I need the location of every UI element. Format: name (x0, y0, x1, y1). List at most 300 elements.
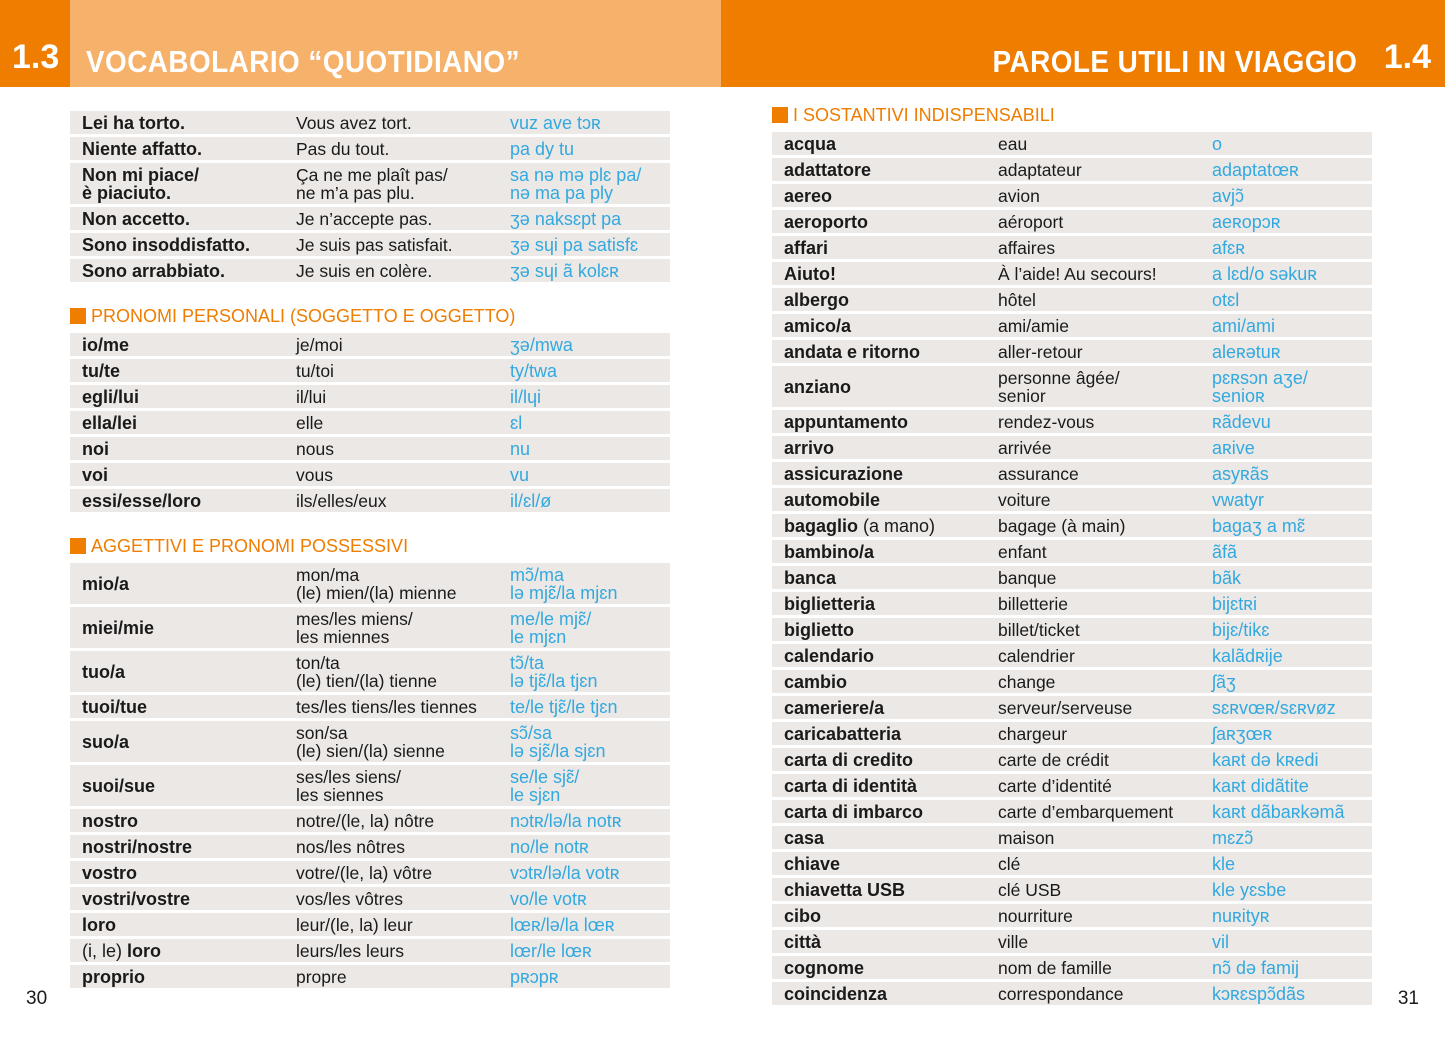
italian-term (70, 114, 296, 132)
left-page-column (70, 111, 670, 991)
italian-term-text: vostro (82, 863, 138, 883)
table-row (772, 436, 1372, 459)
section-title-right: PAROLE UTILI IN VIAGGIO (992, 44, 1357, 79)
italian-term-text: Sono arrabbiato. (82, 261, 226, 281)
french-translation: personne âgée/ senior (998, 368, 1120, 406)
french-translation: mon/ma (le) mien/(la) mienne (296, 565, 457, 603)
table-row (70, 607, 670, 648)
phonetic-transcription: te/le tjɛ̃/le tjɛn (510, 697, 618, 717)
italian-term (70, 619, 296, 637)
italian-term-text: automobile (784, 490, 881, 510)
phonetic-transcription: ʒə naksɛpt pa (510, 209, 622, 229)
italian-term-text: cibo (784, 906, 822, 926)
phonetic-transcription: nɔtʀ/lə/la notʀ (510, 811, 622, 831)
phonetic-transcription: bagaʒ a mɛ̃ (1212, 516, 1306, 536)
table-row (772, 566, 1372, 589)
french-translation: propre (296, 967, 347, 987)
nouns-table (772, 132, 1372, 1005)
phonetic-transcription: nu (510, 439, 531, 459)
phonetic-transcription: vuz ave tɔʀ (510, 113, 601, 133)
italian-term (772, 317, 998, 335)
italian-term-prefix: (i, le) (82, 941, 127, 961)
table-row (772, 366, 1372, 407)
table-row (70, 437, 670, 460)
italian-term-text: acqua (784, 134, 837, 154)
french-translation: clé (998, 854, 1021, 874)
intro-phrases-table (70, 111, 670, 282)
table-row (772, 748, 1372, 771)
italian-term (772, 517, 998, 535)
italian-term (772, 907, 998, 925)
italian-term-text: chiavetta USB (784, 880, 906, 900)
italian-term-text: Aiuto! (784, 264, 836, 284)
french-translation: nos/les nôtres (296, 837, 405, 857)
phonetic-transcription: kaʀt didãtite (1212, 776, 1309, 796)
italian-term (772, 439, 998, 457)
phonetic-transcription: lœr/le lœʀ (510, 941, 592, 961)
french-translation: vos/les vôtres (296, 889, 403, 909)
right-page-column (772, 104, 1372, 1008)
italian-term-text: casa (784, 828, 825, 848)
table-row (772, 696, 1372, 719)
table-row (772, 982, 1372, 1005)
possessives-table (70, 563, 670, 988)
italian-term-text: ella/lei (82, 413, 138, 433)
french-translation: ton/ta (le) tien/(la) tienne (296, 653, 438, 691)
table-row (772, 956, 1372, 979)
french-translation: clé USB (998, 880, 1062, 900)
italian-term-text: biglietto (784, 620, 854, 640)
table-row (772, 184, 1372, 207)
french-translation: Je suis pas satisfait. (296, 235, 453, 255)
italian-term-text: egli/lui (82, 387, 140, 407)
table-row (70, 651, 670, 692)
french-translation: il/lui (296, 387, 327, 407)
table-row (772, 618, 1372, 641)
italian-term (772, 465, 998, 483)
italian-term (772, 291, 998, 309)
italian-term-text: amico/a (784, 316, 852, 336)
phonetic-transcription: bijɛ/tikɛ (1212, 620, 1270, 640)
italian-term (70, 362, 296, 380)
phonetic-transcription: kle yɛsbe (1212, 880, 1287, 900)
phonetic-transcription: ʀãdevu (1212, 412, 1271, 432)
italian-term-text: loro (127, 941, 161, 961)
italian-term-text: Non accetto. (82, 209, 191, 229)
italian-term (70, 864, 296, 882)
phonetic-transcription: ami/ami (1212, 316, 1276, 336)
italian-term (70, 388, 296, 406)
italian-term-text: albergo (784, 290, 850, 310)
table-row (70, 939, 670, 962)
phonetic-transcription: pɛʀsɔn aʒe/ senioʀ (1212, 368, 1308, 406)
italian-term-text: città (784, 932, 822, 952)
phonetic-transcription: adaptatœʀ (1212, 160, 1299, 180)
french-translation: ami/amie (998, 316, 1069, 336)
french-translation: tu/toi (296, 361, 334, 381)
phonetic-transcription: kaʀt dãbaʀkəmã (1212, 802, 1345, 822)
italian-term-text: bagaglio (784, 516, 859, 536)
italian-term (772, 933, 998, 951)
french-translation: billetterie (998, 594, 1069, 614)
french-translation: voiture (998, 490, 1051, 510)
phonetic-transcription: kɔʀɛspɔ̃dãs (1212, 984, 1306, 1004)
italian-term (70, 916, 296, 934)
phonetic-transcription: pʀɔpʀ (510, 967, 559, 987)
phonetic-transcription: kle (1212, 854, 1236, 874)
italian-term (70, 466, 296, 484)
phonetic-transcription: ʃãʒ (1212, 672, 1236, 692)
table-row (772, 826, 1372, 849)
italian-term (772, 543, 998, 561)
phonetic-transcription: sɔ̃/sa lə sjɛ̃/la sjɛn (510, 723, 606, 761)
french-translation: adaptateur (998, 160, 1082, 180)
phonetic-transcription: vɔtʀ/lə/la votʀ (510, 863, 620, 883)
table-row (772, 904, 1372, 927)
french-translation: calendrier (998, 646, 1075, 666)
italian-term-text: coincidenza (784, 984, 888, 1004)
phonetic-transcription: sɛʀvœʀ/sɛʀvøz (1212, 698, 1336, 718)
phonetic-transcription: afɛʀ (1212, 238, 1246, 258)
nouns-section-heading (772, 104, 1372, 126)
phonetic-transcription: ʒə sɥi ã kolɛʀ (510, 261, 619, 281)
phonetic-transcription: vwatyr (1212, 490, 1265, 510)
table-row (772, 462, 1372, 485)
table-row (772, 852, 1372, 875)
table-row (70, 695, 670, 718)
italian-term-text: biglietteria (784, 594, 876, 614)
italian-term-text: tu/te (82, 361, 120, 381)
nouns-section-title: I SOSTANTIVI INDISPENSABILI (793, 104, 1055, 125)
italian-term (70, 812, 296, 830)
italian-term-text: aereo (784, 186, 833, 206)
french-translation: enfant (998, 542, 1047, 562)
phonetic-transcription: aeʀopɔʀ (1212, 212, 1281, 232)
section-bullet-icon (70, 308, 86, 324)
french-translation: billet/ticket (998, 620, 1080, 640)
table-row (772, 644, 1372, 667)
italian-term (772, 621, 998, 639)
italian-term-text: suo/a (82, 732, 130, 752)
table-row (772, 722, 1372, 745)
italian-term-text: mio/a (82, 574, 130, 594)
italian-term (772, 378, 998, 396)
italian-term (772, 777, 998, 795)
french-translation: À l’aide! Au secours! (998, 264, 1157, 284)
table-row (772, 158, 1372, 181)
french-translation: Je suis en colère. (296, 261, 433, 281)
french-translation: ville (998, 932, 1029, 952)
italian-term-text: anziano (784, 377, 852, 397)
italian-term (772, 161, 998, 179)
french-translation: je/moi (296, 335, 343, 355)
italian-term (772, 699, 998, 717)
phonetic-transcription: ʒə sɥi pa satisfɛ (510, 235, 639, 255)
possessives-section-heading (70, 535, 670, 557)
italian-term (70, 942, 296, 960)
phonetic-transcription: mɛzɔ̃ (1212, 828, 1254, 848)
french-translation: banque (998, 568, 1057, 588)
italian-term-text: Niente affatto. (82, 139, 203, 159)
phonetic-transcription: o (1212, 134, 1223, 154)
table-row (70, 913, 670, 936)
table-row (70, 835, 670, 858)
italian-term (70, 968, 296, 986)
italian-term (772, 265, 998, 283)
french-translation: leurs/les leurs (296, 941, 404, 961)
french-translation: Pas du tout. (296, 139, 390, 159)
table-row (772, 670, 1372, 693)
italian-term (772, 187, 998, 205)
pronouns-section-title: PRONOMI PERSONALI (SOGGETTO E OGGETTO) (91, 305, 516, 326)
french-translation: nourriture (998, 906, 1073, 926)
french-translation: ils/elles/eux (296, 491, 387, 511)
table-row (70, 721, 670, 762)
italian-term (772, 881, 998, 899)
phonetic-transcription: otɛl (1212, 290, 1240, 310)
french-translation: serveur/serveuse (998, 698, 1133, 718)
italian-term-text: aeroporto (784, 212, 869, 232)
french-translation: arrivée (998, 438, 1052, 458)
phonetic-transcription: a lɛd/o səkuʀ (1212, 264, 1318, 284)
italian-term-text: appuntamento (784, 412, 908, 432)
phonetic-transcription: aʀive (1212, 438, 1255, 458)
phonetic-transcription: vu (510, 465, 530, 485)
italian-term (772, 569, 998, 587)
french-translation: hôtel (998, 290, 1036, 310)
italian-term-text: carta di imbarco (784, 802, 924, 822)
phonetic-transcription: sa nə mə plɛ pa/ nə ma pa ply (510, 165, 642, 203)
italian-term (70, 210, 296, 228)
italian-term-text: nostro (82, 811, 138, 831)
italian-term-text: tuoi/tue (82, 697, 147, 717)
italian-term (70, 777, 296, 795)
table-row (772, 488, 1372, 511)
phonetic-transcription: me/le mjɛ̃/ le mjɛn (510, 609, 592, 647)
italian-term-text: cognome (784, 958, 865, 978)
italian-term (772, 855, 998, 873)
section-title-left: VOCABOLARIO “QUOTIDIANO” (86, 44, 520, 79)
french-translation: votre/(le, la) vôtre (296, 863, 433, 883)
table-row (772, 592, 1372, 615)
italian-term (772, 829, 998, 847)
possessives-section-title: AGGETTIVI E PRONOMI POSSESSIVI (91, 535, 409, 556)
table-row (70, 965, 670, 988)
phonetic-transcription: il/lɥi (510, 387, 542, 407)
phonetic-transcription: kaʀt də kʀedi (1212, 750, 1319, 770)
italian-term-text: adattatore (784, 160, 872, 180)
page-number-right: 31 (1397, 988, 1419, 1009)
italian-term-text: assicurazione (784, 464, 904, 484)
italian-term-text: loro (82, 915, 116, 935)
french-translation: notre/(le, la) nôtre (296, 811, 435, 831)
table-row (70, 463, 670, 486)
french-translation: maison (998, 828, 1055, 848)
french-translation: vous (296, 465, 333, 485)
italian-term (70, 492, 296, 510)
phonetic-transcription: ʒə/mwa (510, 335, 573, 355)
phonetic-transcription: lœʀ/lə/la lœʀ (510, 915, 615, 935)
italian-term-suffix: (a mano) (858, 516, 936, 536)
french-translation: rendez-vous (998, 412, 1095, 432)
french-translation: leur/(le, la) leur (296, 915, 413, 935)
phonetic-transcription: kalãdʀije (1212, 646, 1283, 666)
italian-term-text: carta di identità (784, 776, 918, 796)
phonetic-transcription: mɔ̃/ma lə mjɛ̃/la mjɛn (510, 565, 618, 603)
phonetic-transcription: ʃaʀʒœʀ (1212, 724, 1273, 744)
table-row (70, 765, 670, 806)
italian-term-text: affari (784, 238, 829, 258)
french-translation: eau (998, 134, 1028, 154)
italian-term-text: andata e ritorno (784, 342, 921, 362)
italian-term-text: suoi/sue (82, 776, 156, 796)
pronouns-table (70, 333, 670, 512)
phonetic-transcription: se/le sjɛ̃/ le sjɛn (510, 767, 580, 805)
italian-term-text: cameriere/a (784, 698, 885, 718)
italian-term-text: proprio (82, 967, 145, 987)
italian-term-text: miei/mie (82, 618, 155, 638)
table-row (772, 774, 1372, 797)
italian-term-text: arrivo (784, 438, 835, 458)
table-row (772, 930, 1372, 953)
french-translation: affaires (998, 238, 1056, 258)
italian-term-text: nostri/nostre (82, 837, 193, 857)
phonetic-transcription: vil (1212, 932, 1229, 952)
italian-term (772, 239, 998, 257)
italian-term-text: Non mi piace/ è piaciuto. (82, 165, 200, 203)
italian-term (772, 343, 998, 361)
italian-term (772, 959, 998, 977)
table-row (70, 563, 670, 604)
italian-term-text: voi (82, 465, 109, 485)
italian-term (70, 236, 296, 254)
french-translation: carte d’embarquement (998, 802, 1174, 822)
italian-term (772, 647, 998, 665)
italian-term-text: bambino/a (784, 542, 875, 562)
table-row (70, 861, 670, 884)
italian-term-text: tuo/a (82, 662, 125, 682)
table-row (70, 333, 670, 356)
french-translation: avion (998, 186, 1040, 206)
table-row (772, 236, 1372, 259)
section-number-right: 1.4 (1383, 38, 1431, 76)
french-translation: Ça ne me plaît pas/ ne m’a pas plu. (296, 165, 448, 203)
italian-term (70, 838, 296, 856)
french-translation: change (998, 672, 1056, 692)
italian-term-text: banca (784, 568, 837, 588)
phonetic-transcription: pa dy tu (510, 139, 575, 159)
french-translation: correspondance (998, 984, 1124, 1004)
french-translation: aller-retour (998, 342, 1083, 362)
table-row (772, 314, 1372, 337)
italian-term (772, 751, 998, 769)
phonetic-transcription: ty/twa (510, 361, 558, 381)
italian-term-text: cambio (784, 672, 848, 692)
section-bullet-icon (772, 107, 788, 123)
italian-term (70, 663, 296, 681)
table-row (772, 878, 1372, 901)
table-row (70, 233, 670, 256)
french-translation: tes/les tiens/les tiennes (296, 697, 477, 717)
italian-term (772, 673, 998, 691)
french-translation: Vous avez tort. (296, 113, 412, 133)
italian-term-text: Sono insoddisfatto. (82, 235, 250, 255)
phonetic-transcription: aleʀətuʀ (1212, 342, 1281, 362)
phonetic-transcription: bijɛtʀi (1212, 594, 1258, 614)
italian-term (70, 890, 296, 908)
italian-term-text: io/me (82, 335, 130, 355)
italian-term (772, 135, 998, 153)
italian-term-text: vostri/vostre (82, 889, 191, 909)
french-translation: chargeur (998, 724, 1068, 744)
french-translation: assurance (998, 464, 1079, 484)
italian-term (772, 985, 998, 1003)
italian-term-text: caricabatteria (784, 724, 902, 744)
phonetic-transcription: asyʀãs (1212, 464, 1269, 484)
table-row (772, 340, 1372, 363)
table-row (70, 137, 670, 160)
italian-term-text: chiave (784, 854, 841, 874)
table-row (70, 411, 670, 434)
section-bullet-icon (70, 538, 86, 554)
french-translation: Je n’accepte pas. (296, 209, 433, 229)
french-translation: son/sa (le) sien/(la) sienne (296, 723, 445, 761)
table-row (772, 210, 1372, 233)
table-row (70, 385, 670, 408)
french-translation: ses/les siens/ les siennes (296, 767, 402, 805)
phonetic-transcription: il/ɛl/ø (510, 491, 552, 511)
italian-term (772, 725, 998, 743)
italian-term (772, 803, 998, 821)
table-row (70, 111, 670, 134)
table-row (772, 514, 1372, 537)
table-row (772, 410, 1372, 433)
french-translation: bagage (à main) (998, 516, 1126, 536)
italian-term (70, 575, 296, 593)
italian-term (772, 413, 998, 431)
table-row (70, 887, 670, 910)
table-row (772, 540, 1372, 563)
phonetic-transcription: nɔ̃ də famij (1212, 958, 1300, 978)
table-row (772, 288, 1372, 311)
italian-term (70, 336, 296, 354)
phonetic-transcription: ãfã (1212, 542, 1238, 562)
phonetic-transcription: no/le notʀ (510, 837, 589, 857)
italian-term-text: noi (82, 439, 109, 459)
table-row (772, 800, 1372, 823)
phonetic-transcription: tɔ̃/ta lə tjɛ̃/la tjɛn (510, 653, 598, 691)
italian-term (772, 595, 998, 613)
table-row (70, 809, 670, 832)
italian-term-text: essi/esse/loro (82, 491, 202, 511)
table-row (772, 262, 1372, 285)
french-translation: carte d’identité (998, 776, 1112, 796)
table-row (70, 163, 670, 204)
french-translation: aéroport (998, 212, 1064, 232)
french-translation: mes/les miens/ les miennes (296, 609, 413, 647)
italian-term (70, 262, 296, 280)
table-row (70, 207, 670, 230)
phonetic-transcription: avjɔ̃ (1212, 186, 1245, 206)
italian-term (70, 698, 296, 716)
phonetic-transcription: ɛl (510, 413, 523, 433)
italian-term (70, 140, 296, 158)
phonetic-transcription: nuʀityʀ (1212, 906, 1270, 926)
table-row (772, 132, 1372, 155)
italian-term-text: Lei ha torto. (82, 113, 185, 133)
italian-term (70, 166, 296, 202)
french-translation: nom de famille (998, 958, 1112, 978)
